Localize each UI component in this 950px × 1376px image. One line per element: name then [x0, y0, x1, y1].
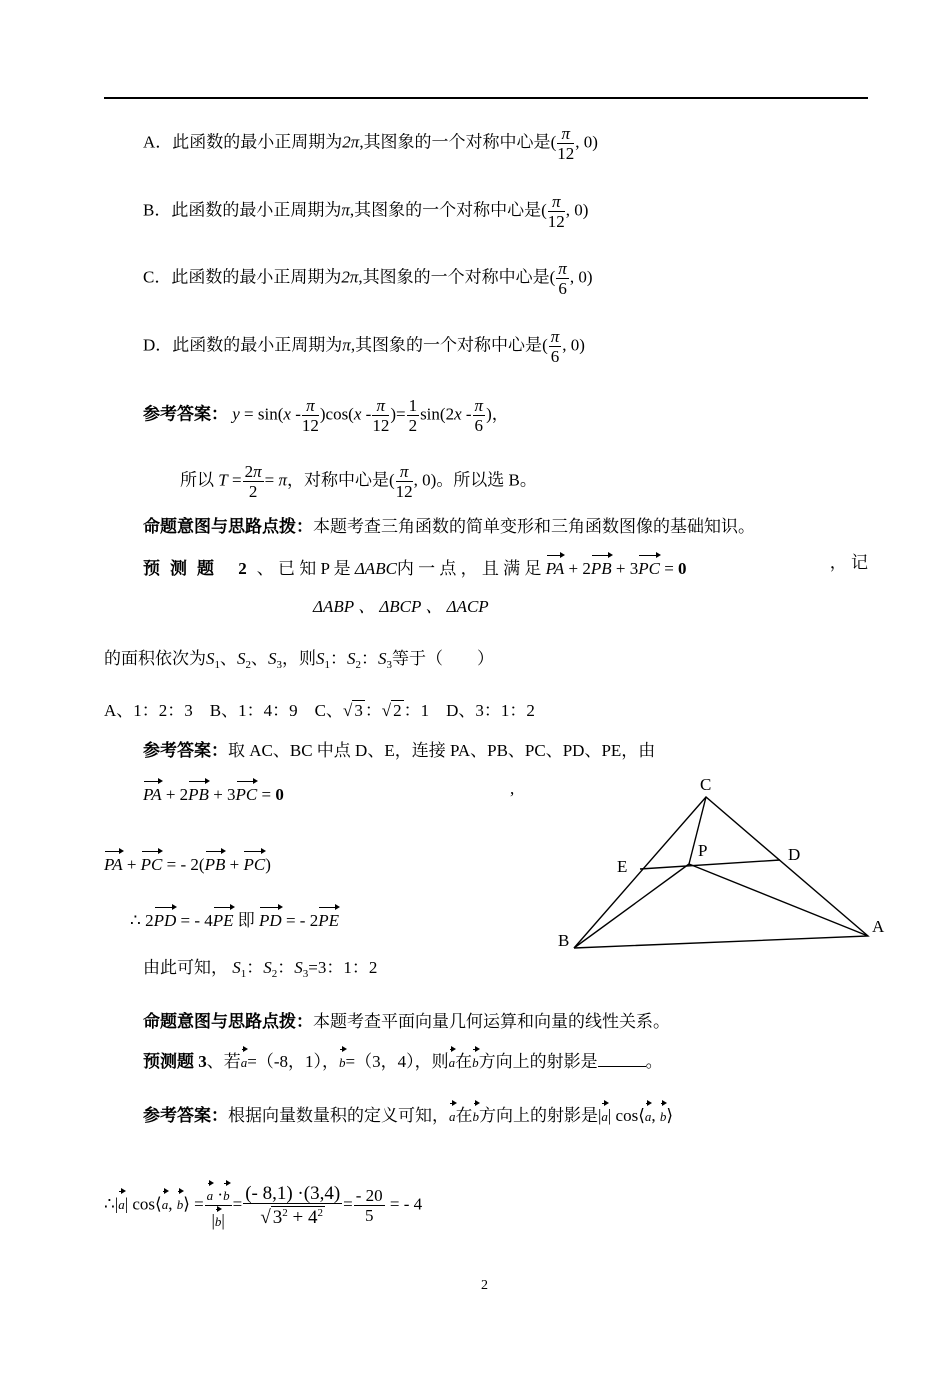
answer2-conclusion-prefix: 由此可知，	[143, 958, 228, 977]
option-a: A．此函数的最小正周期为2π,其图象的一个对称中心是( $\frac{\pi}{12}$ , 0)	[143, 124, 598, 163]
option-b-period: π	[341, 200, 350, 220]
answer1-period: 所以 T = $\frac{2\pi}{2}$ = π，对称中心是( $\frac{\pi}{12}$ , 0)。所以选 B。	[180, 462, 537, 501]
option-c-period: 2π	[341, 267, 359, 287]
answer1-formula: 参考答案： y = sin(x - $\frac{\pi}{12}$ )cos(x - $\frac{\pi}{12}$ )= $\frac{1}{2}$ sin(2x - $\frac{\pi}{6}$ )，	[143, 396, 509, 435]
label-a: A	[872, 917, 885, 936]
q2-triangles: ΔABP 、 ΔBCP 、 ΔACP	[313, 597, 489, 616]
option-b: B．此函数的最小正周期为π,其图象的一个对称中心是( $\frac{\pi}{12}$ , 0)	[143, 192, 589, 231]
option-c-lead: C．此函数的最小正周期为	[143, 267, 342, 287]
answer3-intro: 参考答案：根据向量数量积的定义可知，a在b方向上的射影是|a| cos⟨a, b⟩	[143, 1100, 673, 1128]
option-a-den: 12	[557, 144, 575, 163]
option-c-mid: ,其图象的一个对称中心是	[358, 267, 550, 287]
answer3-label: 参考答案：	[143, 1106, 228, 1125]
answer2-conclusion-value: =3：1：2	[308, 958, 378, 977]
option-d-mid: ,其图象的一个对称中心是	[350, 335, 543, 355]
label-b: B	[558, 931, 570, 950]
q3-b-value: =（3，4），则	[345, 1052, 449, 1071]
intent1-label: 命题意图与思路点拨：	[143, 517, 313, 536]
option-b-mid: ,其图象的一个对称中心是	[349, 200, 542, 220]
option-c-num: π	[558, 259, 567, 278]
q3-statement: 预测题 3、若a=（-8，1），b=（3，4），则a在b方向上的射影是 。	[143, 1046, 663, 1074]
segment-pa	[689, 864, 868, 936]
q2-choices-d: ：1 D、3：1：2	[403, 701, 535, 720]
triangle-diagram	[550, 770, 895, 955]
option-d: D．此函数的最小正周期为π,其图象的一个对称中心是( $\frac{\pi}{6}$ , 0)	[143, 327, 585, 366]
option-c: C．此函数的最小正周期为2π,其图象的一个对称中心是( $\frac{\pi}{6}$ , 0)	[143, 259, 593, 298]
option-b-lead: B．此函数的最小正周期为	[143, 200, 342, 220]
answer3-zai: 在	[455, 1106, 473, 1125]
answer2-text: 取 AC、BC 中点 D、E，连接 PA、PB、PC、PD、PE，由	[228, 741, 656, 760]
label-c: C	[700, 775, 712, 794]
q3-tail: 方向上的射影是	[478, 1052, 598, 1071]
label-p: P	[698, 841, 708, 860]
intent2-text: 本题考查平面向量几何运算和向量的线性关系。	[313, 1012, 670, 1031]
option-d-period: π	[342, 335, 351, 355]
q3-text-a: 、若	[206, 1052, 241, 1071]
answer2-eq2: PA + PC = - 2(PB + PC)	[104, 848, 271, 876]
answer2-conclusion: 由此可知， $S_1$：$S_2$：$S_3=3$：1：2	[143, 958, 378, 980]
answer2-intro	[143, 740, 655, 762]
answer2-label: 参考答案：	[143, 741, 228, 760]
option-d-lead: D．此函数的最小正周期为	[143, 335, 343, 355]
q2-area-question: 等于（ ）	[392, 649, 494, 668]
header-rule	[104, 97, 868, 99]
q2-choices-text: A、1：2：3 B、1：4：9 C、	[104, 701, 343, 720]
q2-text2: 内 一 点 ， 且 满 足	[396, 559, 542, 578]
answer1-prefix: 所以	[180, 470, 214, 490]
answer3-tail: 方向上的射影是	[479, 1106, 598, 1125]
answer1-mid: ，对称中心是	[286, 470, 389, 490]
option-a-num: π	[557, 124, 574, 144]
q3-end: 。	[645, 1052, 663, 1071]
option-d-den: 6	[550, 347, 560, 366]
intent1	[143, 516, 755, 538]
intent2-label: 命题意图与思路点拨：	[143, 1012, 313, 1031]
answer1-label: 参考答案：	[143, 404, 228, 424]
q2-triangle: ΔABC	[354, 559, 397, 578]
answer2-ji: 即	[237, 911, 255, 930]
answer2-eq3: ∴ 2PD = - 4PE 即 PD = - 2PE	[130, 904, 339, 932]
q2-label: 预测题 2	[143, 559, 257, 578]
option-b-den: 12	[547, 212, 565, 231]
answer3-text: 根据向量数量积的定义可知，	[228, 1106, 449, 1125]
answer2-comma: ,	[510, 779, 515, 798]
option-d-num: π	[550, 327, 560, 346]
answer2-eq1: PA + 2PB + 3PC = 0	[143, 778, 284, 806]
option-a-mid: ,其图象的一个对称中心是	[359, 132, 551, 152]
intent1-text: 本题考查三角函数的简单变形和三角函数图像的基础知识。	[313, 517, 755, 536]
q3-label: 预测题 3	[143, 1052, 207, 1071]
q2-statement: 预测题 2、 已 知 P 是 ΔABC内 一 点 ， 且 满 足 PA + 2PB + 3PC = 0 ， 记	[143, 553, 868, 578]
q3-zai: 在	[455, 1052, 473, 1071]
option-b-num: π	[548, 192, 565, 212]
q2-area-text: 的面积依次为	[104, 649, 206, 668]
label-e: E	[617, 857, 628, 876]
segment-ed	[640, 860, 780, 869]
label-d: D	[788, 845, 801, 864]
q2-choices: A、1：2：3 B、1：4：9 C、√ 3 ：√ 2 ：1 D、3：1：2	[104, 701, 535, 720]
q2-area-line: 的面积依次为$S_1$、$S_2$、$S_3$，则$S_1$：$S_2$：$S_3$等于（ ）	[104, 649, 494, 671]
q3-a-value: =（-8，1），	[247, 1052, 339, 1071]
intent2	[143, 1011, 670, 1033]
option-a-lead: A．此函数的最小正周期为	[143, 132, 343, 152]
option-a-period: 2π	[342, 132, 360, 152]
answer1-end: 。所以选 B。	[436, 470, 537, 490]
q2-text: 、 已 知 P 是	[256, 559, 351, 578]
answer3-computation: ∴|a| cos⟨a, b⟩ = $\frac{a \cdot b}{|b|}$ = $\frac{(- 8,1) \cdot(3,4)}{√ 3^2 + 4^2}$ = $\frac{- 20}{5}$ = - 4	[104, 1180, 422, 1231]
option-c-den: 6	[558, 279, 567, 298]
q2-tail: ， 记	[829, 553, 868, 572]
page-number: 2	[481, 1278, 488, 1293]
segment-pb	[574, 864, 689, 948]
q3-answer-blank[interactable]	[598, 1066, 646, 1067]
